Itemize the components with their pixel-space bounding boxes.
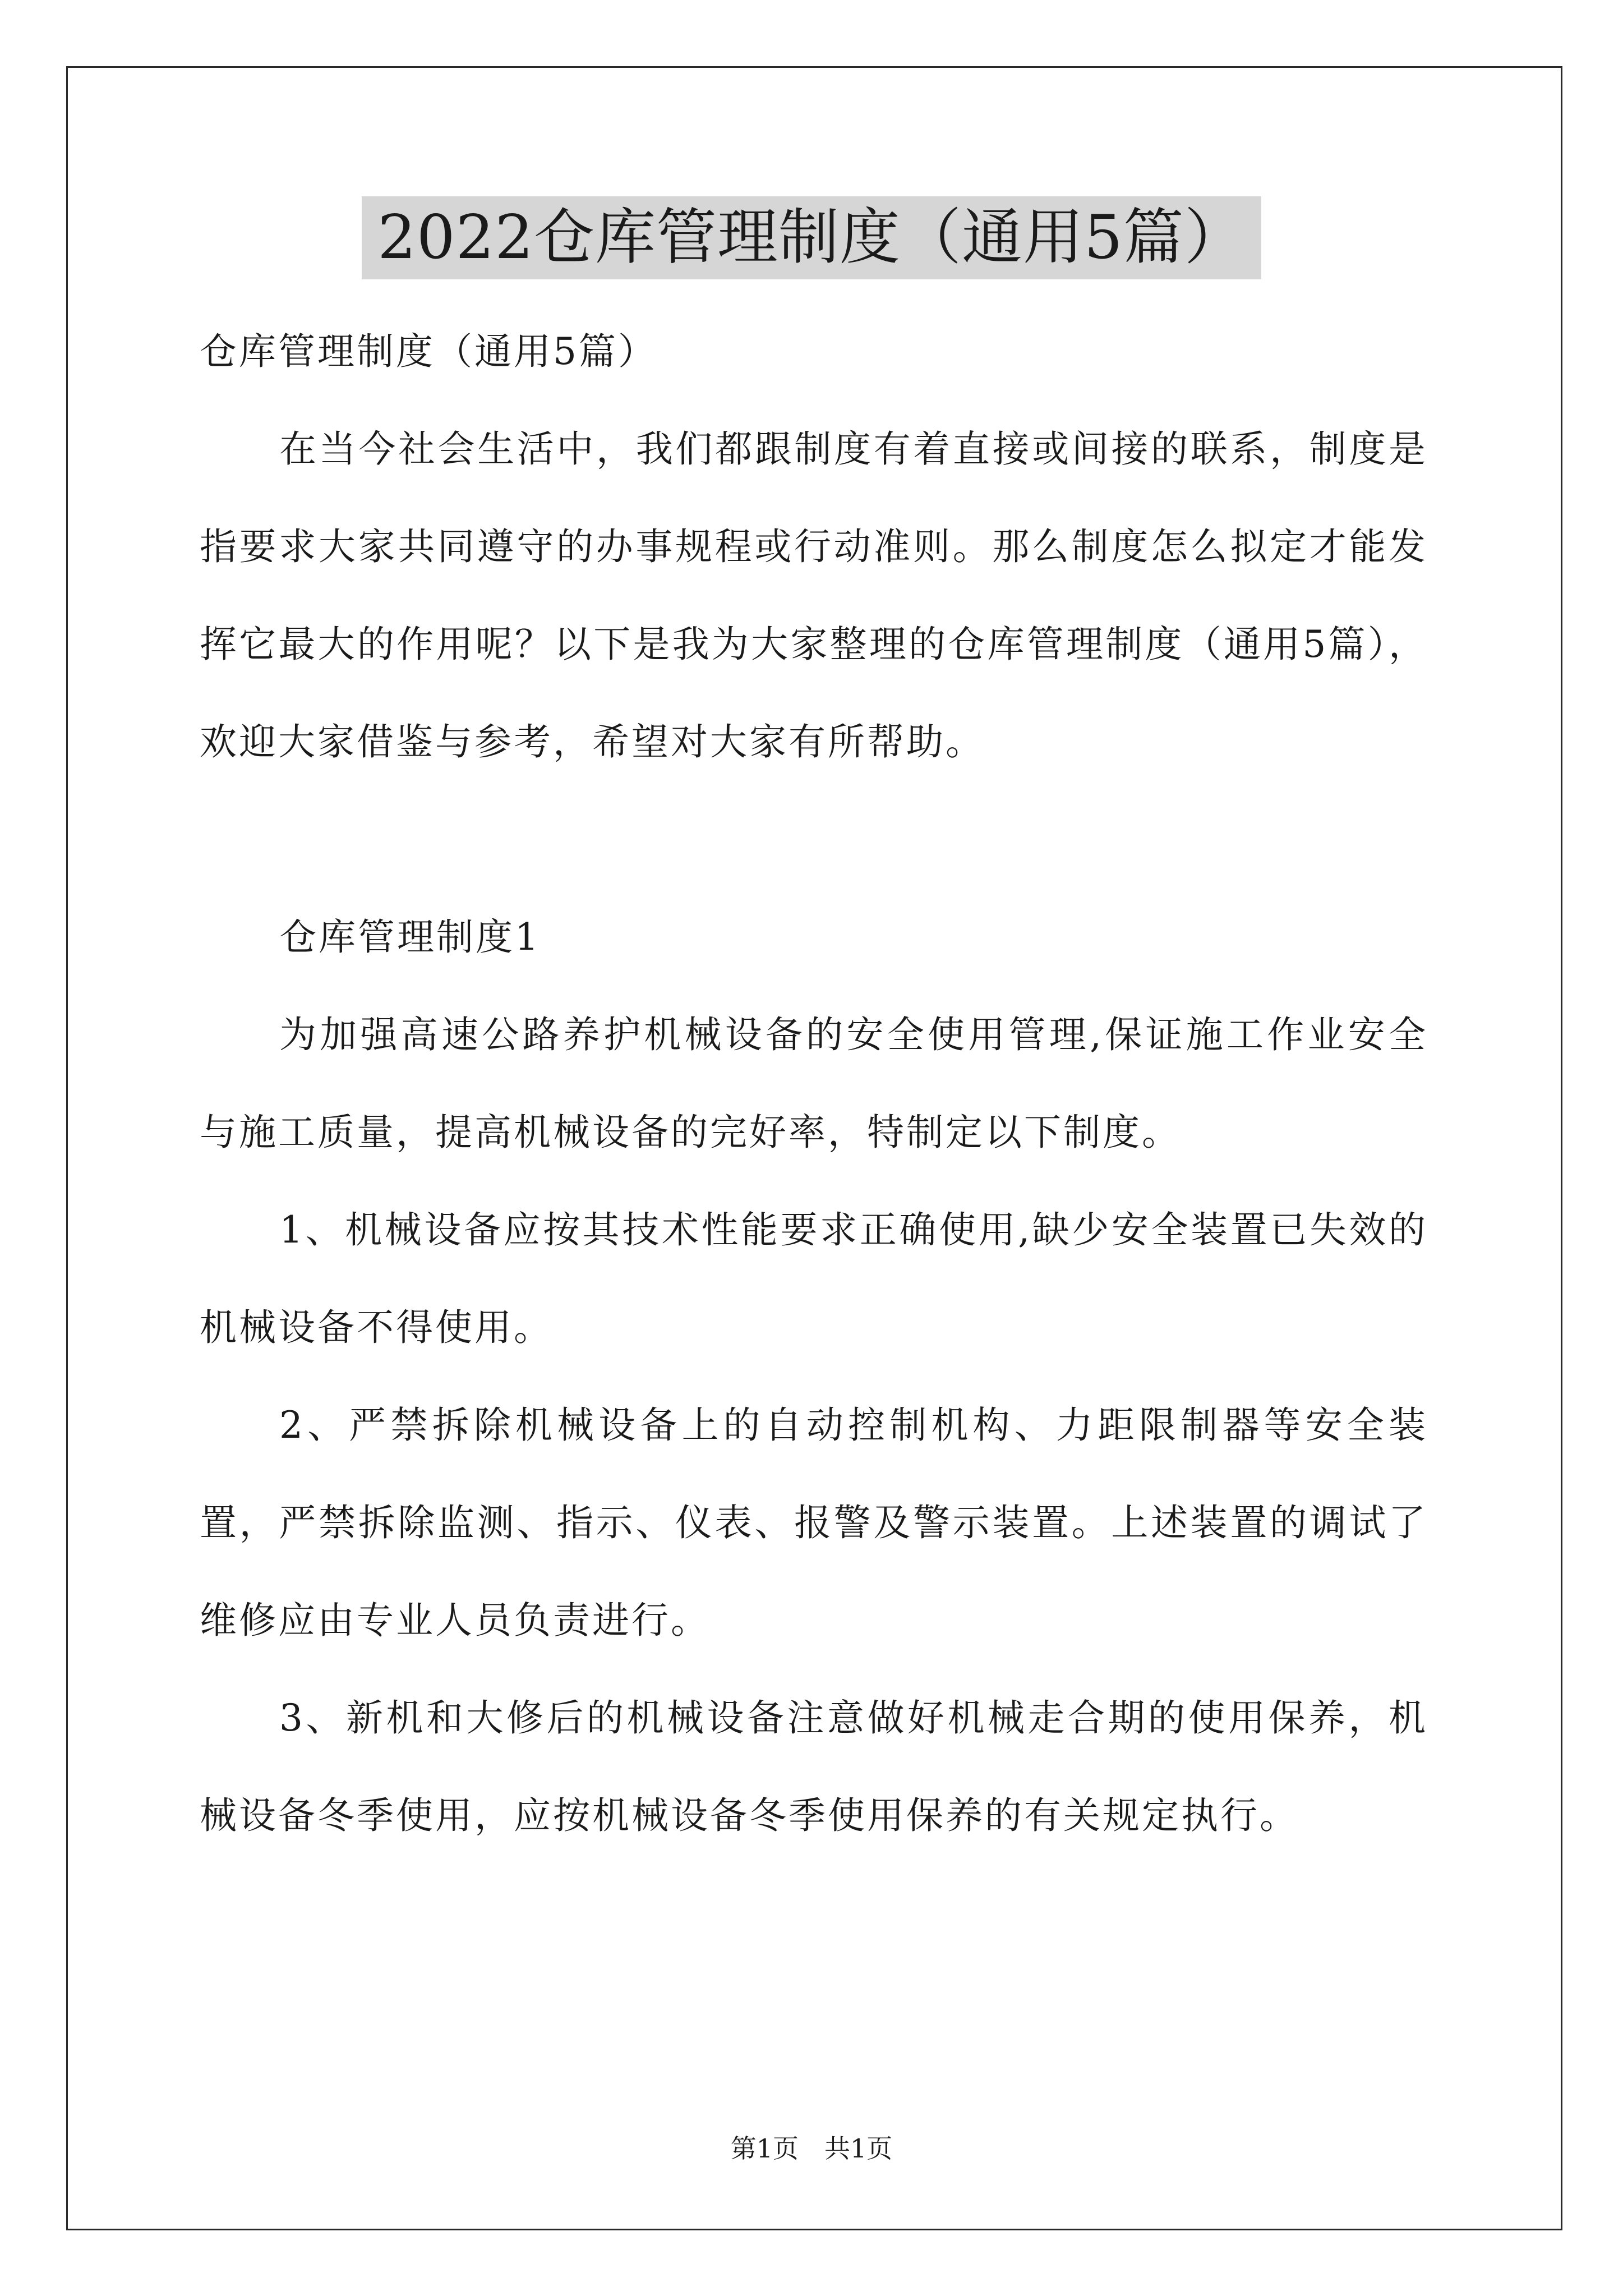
paragraph-spacer [200,791,1428,889]
paragraph-subtitle: 仓库管理制度（通用5篇） [200,330,657,373]
paragraph-purpose: 为加强高速公路养护机械设备的安全使用管理,保证施工作业安全与施工质量，提高机械设备的完好率，特制定以下制度。 [200,1013,1428,1154]
paragraph-rule-3: 3、新机和大修后的机械设备注意做好机械走合期的使用保养，机械设备冬季使用，应按机械设备冬季使用保养的有关规定执行。 [200,1696,1428,1837]
document-body [200,303,1428,1865]
paragraph-intro: 在当今社会生活中，我们都跟制度有着直接或间接的联系，制度是指要求大家共同遵守的办事规程或行动准则。那么制度怎么拟定才能发挥它最大的作用呢？以下是我为大家整理的仓库管理制度（通用5篇），欢迎大家借鉴与参考，希望对大家有所帮助。 [200,427,1428,763]
title-container [0,196,1623,279]
section-heading: 仓库管理制度1 [279,915,541,959]
paragraph-rule-1: 1、机械设备应按其技术性能要求正确使用,缺少安全装置已失效的机械设备不得使用。 [200,1208,1428,1349]
paragraph-rule-2: 2、严禁拆除机械设备上的自动控制机构、力距限制器等安全装置，严禁拆除监测、指示、仪表、报警及警示装置。上述装置的调试了维修应由专业人员负责进行。 [200,1404,1428,1642]
page-footer: 第1页 共1页 [730,2133,893,2164]
document-title: 2022仓库管理制度（通用5篇） [362,196,1261,279]
